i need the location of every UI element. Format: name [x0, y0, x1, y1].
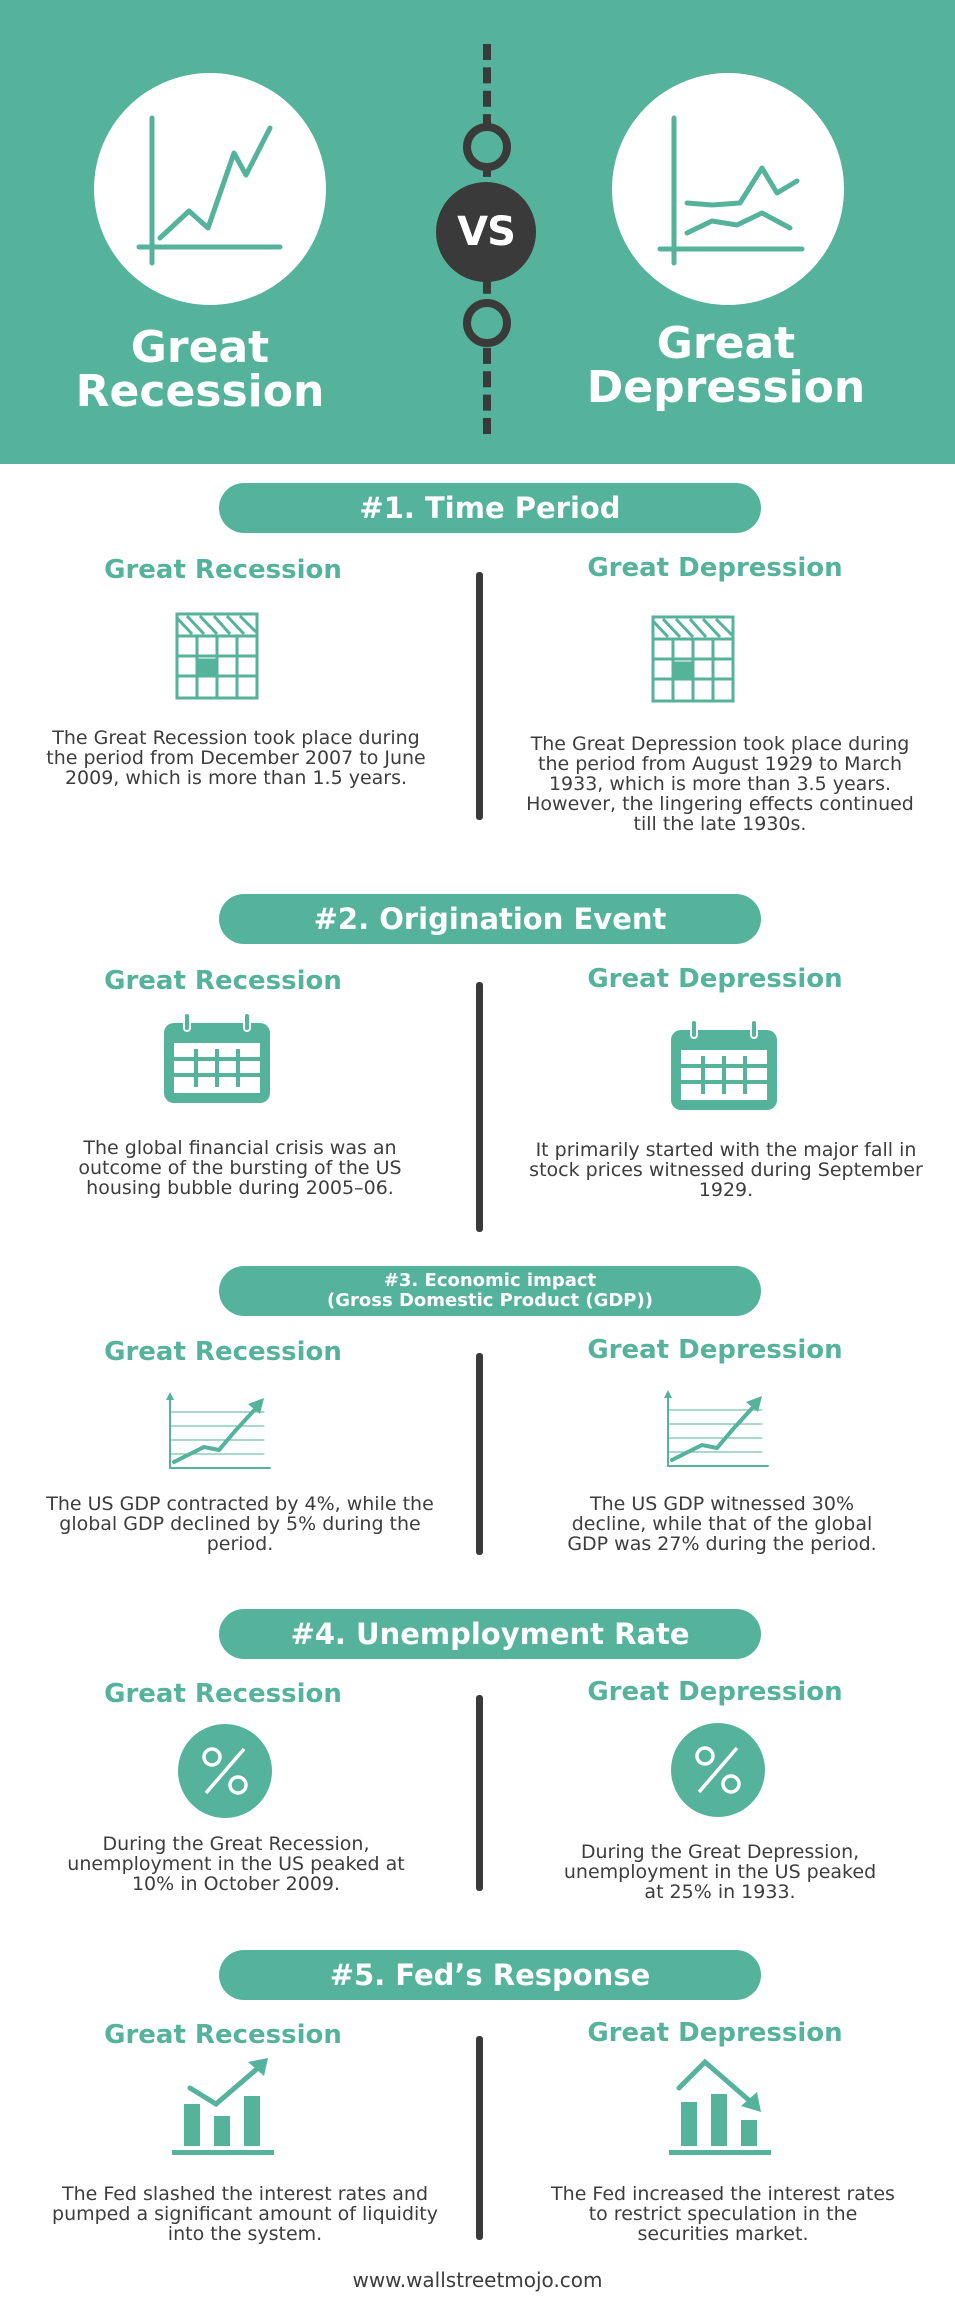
growth-chart-icon: [164, 1392, 274, 1472]
section-1-left-heading: Great Recession: [104, 555, 342, 585]
rising-line-chart-icon: [94, 73, 326, 305]
growth-chart-icon: [662, 1390, 772, 1470]
section-4-title: #4. Unemployment Rate: [219, 1609, 761, 1659]
section-4-left-heading: Great Recession: [104, 1679, 342, 1709]
section-3-title: #3. Economic impact (Gross Domestic Product (GDP)): [219, 1266, 761, 1316]
bar-chart-up-icon: [170, 2054, 276, 2158]
section-2-title: #2. Origination Event: [219, 894, 761, 944]
calendar-icon: [162, 1013, 272, 1105]
section-1-left-text: The Great Recession took place during the period from December 2007 to June 2009, which is more than 1.5 years.: [46, 727, 426, 789]
right-chart-circle: [612, 73, 844, 305]
section-5-right-heading: Great Depression: [587, 2018, 843, 2048]
section-5-right-text: The Fed increased the interest rates to restrict speculation in the securities market.: [551, 2183, 895, 2245]
right-header-title: Great Depression: [586, 318, 866, 413]
section-3-right-heading: Great Depression: [587, 1335, 843, 1365]
vs-ring-bottom: [463, 299, 511, 347]
section-4-right-text: During the Great Depression, unemployment in the US peaked at 25% in 1933.: [563, 1841, 877, 1903]
vs-ring-top: [463, 123, 511, 171]
section-2-right-text: It primarily started with the major fall in stock prices witnessed during September 1929.: [529, 1139, 923, 1201]
section-4-divider: [476, 1695, 483, 1891]
footer-website: www.wallstreetmojo.com: [352, 2268, 603, 2292]
section-1-right-heading: Great Depression: [587, 553, 843, 583]
section-5-left-heading: Great Recession: [104, 2020, 342, 2050]
multi-line-chart-icon: [612, 73, 844, 305]
left-header-title: Great Recession: [75, 322, 325, 417]
section-4-right-heading: Great Depression: [587, 1677, 843, 1707]
section-2-divider: [476, 982, 483, 1232]
calendar-sketch-icon: [648, 609, 738, 705]
vs-badge: VS: [436, 182, 536, 282]
section-3-right-text: The US GDP witnessed 30% decline, while that of the global GDP was 27% during the period.: [567, 1493, 877, 1555]
section-2-left-heading: Great Recession: [104, 966, 342, 996]
section-3-divider: [476, 1353, 483, 1555]
calendar-sketch-icon: [172, 606, 262, 702]
left-chart-circle: [94, 73, 326, 305]
section-5-divider: [476, 2036, 483, 2240]
percent-icon: [178, 1724, 272, 1818]
percent-icon: [671, 1723, 765, 1817]
section-4-left-text: During the Great Recession, unemployment in the US peaked at 10% in October 2009.: [67, 1833, 405, 1895]
header-banner: [0, 0, 955, 464]
section-3-left-text: The US GDP contracted by 4%, while the global GDP declined by 5% during the period.: [46, 1493, 434, 1555]
section-2-right-heading: Great Depression: [587, 964, 843, 994]
section-1-divider: [476, 572, 483, 820]
section-2-left-text: The global financial crisis was an outcome of the bursting of the US housing bubble during 2005–06.: [78, 1137, 402, 1199]
section-1-right-text: The Great Depression took place during the period from August 1929 to March 1933, which is more than 3.5 years. However, the lingering effects continued till the late 1930s.: [526, 733, 914, 835]
calendar-icon: [669, 1020, 779, 1112]
section-1-title: #1. Time Period: [219, 483, 761, 533]
section-3-left-heading: Great Recession: [104, 1337, 342, 1367]
bar-chart-down-icon: [667, 2054, 773, 2158]
section-5-left-text: The Fed slashed the interest rates and pumped a significant amount of liquidity into the system.: [52, 2183, 438, 2245]
section-5-title: #5. Fed’s Response: [219, 1950, 761, 2000]
